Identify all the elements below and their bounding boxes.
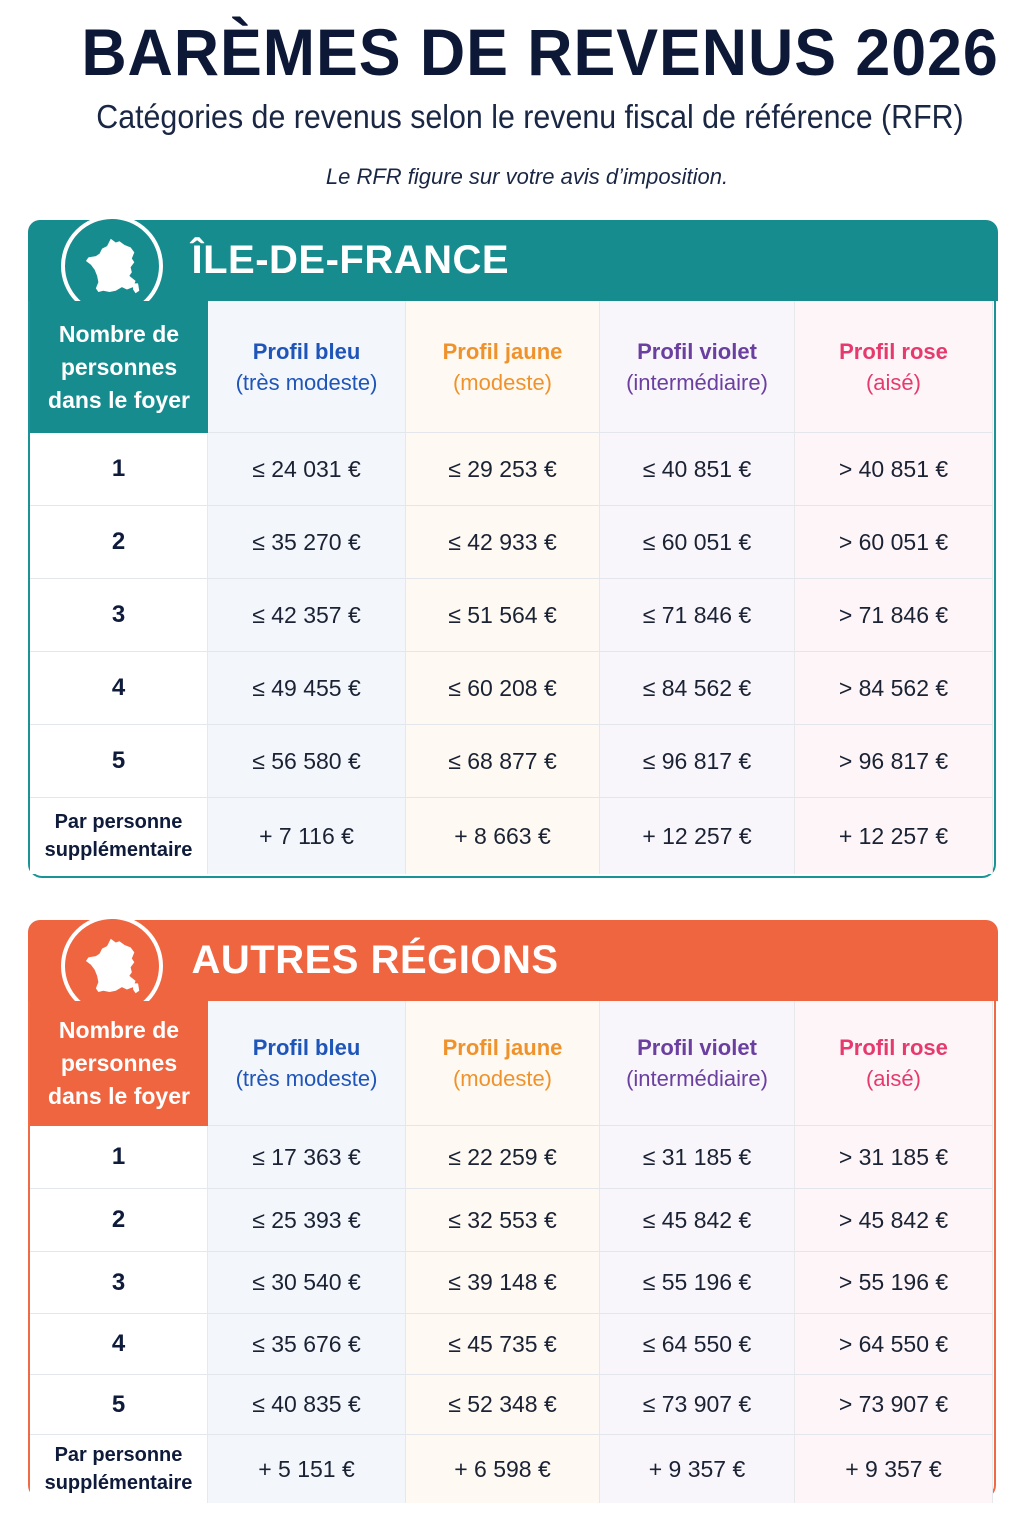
income-threshold-violet: ≤ 96 817 € xyxy=(600,725,795,798)
income-threshold-violet: ≤ 73 907 € xyxy=(600,1375,795,1435)
income-threshold-bleu: ≤ 42 357 € xyxy=(208,579,406,652)
income-threshold-rose: > 55 196 € xyxy=(795,1252,993,1314)
profile-header-violet xyxy=(600,301,795,433)
income-threshold-jaune: ≤ 42 933 € xyxy=(406,506,600,579)
section-title: ÎLE-DE-FRANCE xyxy=(191,237,510,282)
income-threshold-rose: > 45 842 € xyxy=(795,1189,993,1252)
profile-category: (modeste) xyxy=(452,1066,553,1091)
income-threshold-bleu: + 7 116 € xyxy=(208,798,406,874)
extra-person-label: Par personne supplémentaire xyxy=(30,1435,208,1503)
income-threshold-jaune: + 8 663 € xyxy=(406,798,600,874)
income-threshold-rose: > 31 185 € xyxy=(795,1126,993,1189)
profile-name: Profil violet xyxy=(637,1035,757,1060)
profile-category: (modeste) xyxy=(452,369,553,395)
section-ile-de-france xyxy=(28,220,996,878)
page-title: BARÈMES DE REVENUS 2026 xyxy=(81,15,999,89)
income-threshold-rose: + 9 357 € xyxy=(795,1435,993,1503)
rfr-note: Le RFR figure sur votre avis d’imposition. xyxy=(325,164,729,189)
household-size-label: 5 xyxy=(30,725,208,798)
income-threshold-bleu: ≤ 35 270 € xyxy=(208,506,406,579)
income-threshold-violet: ≤ 84 562 € xyxy=(600,652,795,725)
profile-name: Profil jaune xyxy=(442,338,563,364)
extra-person-label: Par personne supplémentaire xyxy=(30,798,208,874)
section-autres-regions xyxy=(28,920,996,1499)
income-threshold-violet: ≤ 31 185 € xyxy=(600,1126,795,1189)
page-subtitle: Catégories de revenus selon le revenu fiscal de référence (RFR) xyxy=(96,98,964,135)
income-threshold-bleu: ≤ 17 363 € xyxy=(208,1126,406,1189)
income-threshold-jaune: ≤ 51 564 € xyxy=(406,579,600,652)
income-threshold-rose: > 64 550 € xyxy=(795,1314,993,1375)
profile-header-jaune xyxy=(406,301,600,433)
profile-name: Profil jaune xyxy=(442,1035,563,1060)
income-threshold-bleu: ≤ 30 540 € xyxy=(208,1252,406,1314)
household-size-label: 5 xyxy=(30,1375,208,1435)
household-size-label: 3 xyxy=(30,579,208,652)
household-size-label: 2 xyxy=(30,1189,208,1252)
income-threshold-rose: + 12 257 € xyxy=(795,798,993,874)
profile-header-jaune xyxy=(406,1001,600,1126)
profile-category: (aisé) xyxy=(865,1066,921,1091)
income-table xyxy=(30,1001,993,1503)
income-threshold-jaune: + 6 598 € xyxy=(406,1435,600,1503)
household-size-label: 3 xyxy=(30,1252,208,1314)
household-size-label: 4 xyxy=(30,652,208,725)
income-threshold-bleu: ≤ 24 031 € xyxy=(208,433,406,506)
income-threshold-violet: ≤ 60 051 € xyxy=(600,506,795,579)
income-threshold-jaune: ≤ 68 877 € xyxy=(406,725,600,798)
household-size-label: 4 xyxy=(30,1314,208,1375)
income-threshold-rose: > 60 051 € xyxy=(795,506,993,579)
household-size-header: Nombre de personnes dans le foyer xyxy=(30,1001,208,1126)
income-threshold-violet: ≤ 71 846 € xyxy=(600,579,795,652)
income-threshold-violet: ≤ 55 196 € xyxy=(600,1252,795,1314)
profile-name: Profil bleu xyxy=(252,1035,361,1060)
household-size-label: 1 xyxy=(30,1126,208,1189)
household-size-label: 2 xyxy=(30,506,208,579)
income-threshold-violet: + 9 357 € xyxy=(600,1435,795,1503)
profile-name: Profil violet xyxy=(637,338,757,364)
section-banner xyxy=(28,220,998,301)
profile-category: (très modeste) xyxy=(235,1066,378,1091)
income-threshold-bleu: ≤ 49 455 € xyxy=(208,652,406,725)
profile-name: Profil rose xyxy=(839,1035,948,1060)
income-threshold-bleu: ≤ 40 835 € xyxy=(208,1375,406,1435)
income-threshold-jaune: ≤ 45 735 € xyxy=(406,1314,600,1375)
profile-name: Profil bleu xyxy=(252,338,361,364)
income-threshold-rose: > 71 846 € xyxy=(795,579,993,652)
income-threshold-rose: > 40 851 € xyxy=(795,433,993,506)
profile-category: (très modeste) xyxy=(235,369,378,395)
profile-category: (aisé) xyxy=(865,369,921,395)
profile-header-bleu xyxy=(208,1001,406,1126)
profile-header-rose xyxy=(795,1001,993,1126)
household-size-label: 1 xyxy=(30,433,208,506)
income-threshold-jaune: ≤ 32 553 € xyxy=(406,1189,600,1252)
profile-header-bleu xyxy=(208,301,406,433)
income-threshold-jaune: ≤ 22 259 € xyxy=(406,1126,600,1189)
income-threshold-violet: + 12 257 € xyxy=(600,798,795,874)
income-threshold-rose: > 96 817 € xyxy=(795,725,993,798)
section-banner xyxy=(28,920,998,1001)
profile-name: Profil rose xyxy=(839,338,948,364)
income-threshold-jaune: ≤ 52 348 € xyxy=(406,1375,600,1435)
income-threshold-bleu: ≤ 56 580 € xyxy=(208,725,406,798)
profile-category: (intermédiaire) xyxy=(626,369,768,395)
section-title: AUTRES RÉGIONS xyxy=(191,937,559,982)
income-threshold-bleu: ≤ 35 676 € xyxy=(208,1314,406,1375)
income-threshold-bleu: ≤ 25 393 € xyxy=(208,1189,406,1252)
household-size-header: Nombre de personnes dans le foyer xyxy=(30,301,208,433)
profile-header-violet xyxy=(600,1001,795,1126)
income-threshold-violet: ≤ 45 842 € xyxy=(600,1189,795,1252)
income-table xyxy=(30,301,993,874)
income-threshold-violet: ≤ 64 550 € xyxy=(600,1314,795,1375)
income-threshold-bleu: + 5 151 € xyxy=(208,1435,406,1503)
income-threshold-violet: ≤ 40 851 € xyxy=(600,433,795,506)
income-threshold-rose: > 73 907 € xyxy=(795,1375,993,1435)
income-threshold-jaune: ≤ 39 148 € xyxy=(406,1252,600,1314)
income-threshold-jaune: ≤ 29 253 € xyxy=(406,433,600,506)
profile-header-rose xyxy=(795,301,993,433)
income-threshold-rose: > 84 562 € xyxy=(795,652,993,725)
income-threshold-jaune: ≤ 60 208 € xyxy=(406,652,600,725)
profile-category: (intermédiaire) xyxy=(626,1066,768,1091)
